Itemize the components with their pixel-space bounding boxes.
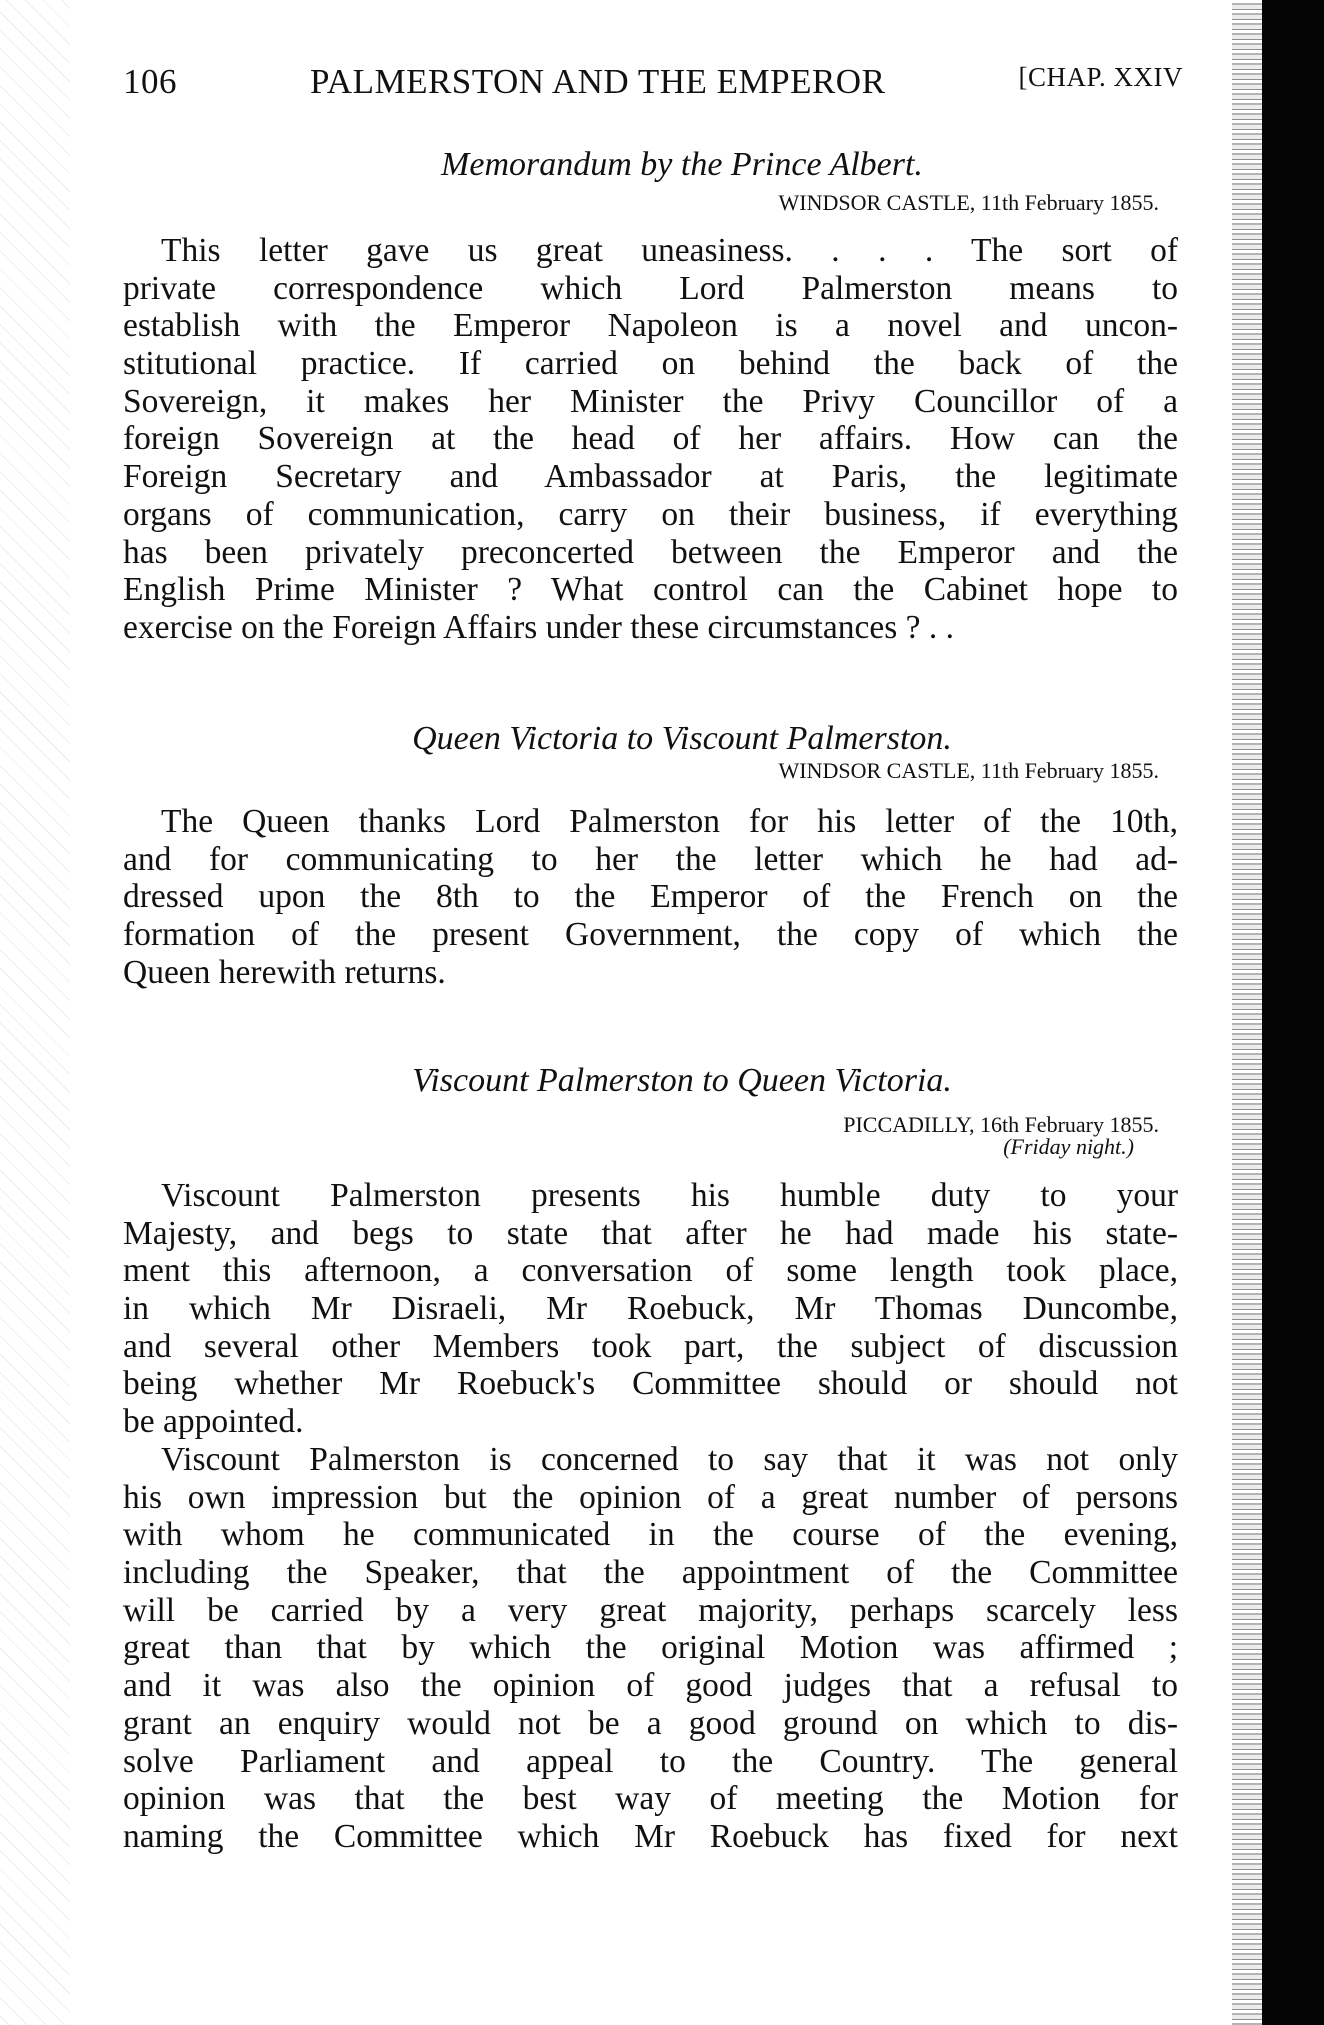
text-line: English Prime Minister ? What control can the Cabinet hope to (123, 571, 1178, 609)
text-line: foreign Sovereign at the head of her affairs. How can the (123, 420, 1178, 458)
paragraph (123, 1441, 1178, 1856)
text-line: and several other Members took part, the subject of discussion (123, 1327, 1178, 1365)
text-line: organs of communication, carry on their business, if everything (123, 495, 1178, 533)
text-line: Foreign Secretary and Ambassador at Paris, the legitimate (123, 458, 1178, 496)
text-line: grant an enquiry would not be a good ground on which to dis- (123, 1704, 1178, 1742)
scan-edge-speckle (0, 0, 70, 2025)
text-line: ment this afternoon, a conversation of some length took place, (123, 1252, 1178, 1290)
dateline: WINDSOR CASTLE, 11th February 1855. (778, 190, 1159, 215)
letter-heading: Memorandum by the Prince Albert. (441, 146, 923, 183)
text-line: private correspondence which Lord Palmerston means to (123, 269, 1178, 307)
paragraph (123, 1177, 1178, 1441)
text-line: stitutional practice. If carried on behind the back of the (123, 345, 1178, 383)
text-line: and it was also the opinion of good judges that a refusal to (123, 1667, 1178, 1705)
text-line: exercise on the Foreign Affairs under these circumstances ? . . (123, 608, 955, 646)
text-line: establish with the Emperor Napoleon is a novel and uncon- (123, 307, 1178, 345)
letter-heading: Viscount Palmerston to Queen Victoria. (412, 1062, 952, 1099)
text-line: Queen herewith returns. (123, 953, 446, 991)
text-line: including the Speaker, that the appointment of the Committee (123, 1554, 1178, 1592)
text-line: in which Mr Disraeli, Mr Roebuck, Mr Thomas Duncombe, (123, 1290, 1178, 1328)
dateline: PICCADILLY, 16th February 1855. (843, 1112, 1159, 1137)
running-title: PALMERSTON AND THE EMPEROR (310, 62, 886, 101)
chapter-label: [CHAP. XXIV (1018, 62, 1183, 92)
book-spine-shadow (1262, 0, 1324, 2025)
text-line: his own impression but the opinion of a great number of persons (123, 1478, 1178, 1516)
text-line: Majesty, and begs to state that after he had made his state- (123, 1214, 1178, 1252)
text-line: Viscount Palmerston presents his humble duty to your (161, 1177, 1178, 1214)
text-line: dressed upon the 8th to the Emperor of the French on the (123, 878, 1178, 916)
text-line: and for communicating to her the letter which he had ad- (123, 840, 1178, 878)
dateline-note: (Friday night.) (1003, 1134, 1134, 1159)
dateline: WINDSOR CASTLE, 11th February 1855. (778, 758, 1159, 783)
text-line: be appointed. (123, 1403, 304, 1441)
text-line: has been privately preconcerted between the Emperor and the (123, 533, 1178, 571)
text-line: This letter gave us great uneasiness. . . . The sort of (161, 232, 1178, 269)
text-line: naming the Committee which Mr Roebuck has fixed for next (123, 1817, 1178, 1855)
running-header (123, 62, 1183, 102)
text-line: with whom he communicated in the course of the evening, (123, 1516, 1178, 1554)
text-line: Viscount Palmerston is concerned to say that it was not only (161, 1441, 1178, 1478)
text-line: will be carried by a very great majority, perhaps scarcely less (123, 1591, 1178, 1629)
text-line: being whether Mr Roebuck's Committee should or should not (123, 1365, 1178, 1403)
text-line: opinion was that the best way of meeting the Motion for (123, 1780, 1178, 1818)
text-line: formation of the present Government, the copy of which the (123, 916, 1178, 954)
text-line: great than that by which the original Motion was affirmed ; (123, 1629, 1178, 1667)
paragraph (123, 232, 1178, 647)
text-line: The Queen thanks Lord Palmerston for his letter of the 10th, (161, 803, 1178, 840)
page-number: 106 (123, 62, 177, 101)
letter-heading: Queen Victoria to Viscount Palmerston. (412, 720, 952, 757)
text-line: Sovereign, it makes her Minister the Privy Councillor of a (123, 382, 1178, 420)
paragraph (123, 803, 1178, 991)
page-edge-shadow (1232, 0, 1264, 2025)
text-line: solve Parliament and appeal to the Country. The general (123, 1742, 1178, 1780)
